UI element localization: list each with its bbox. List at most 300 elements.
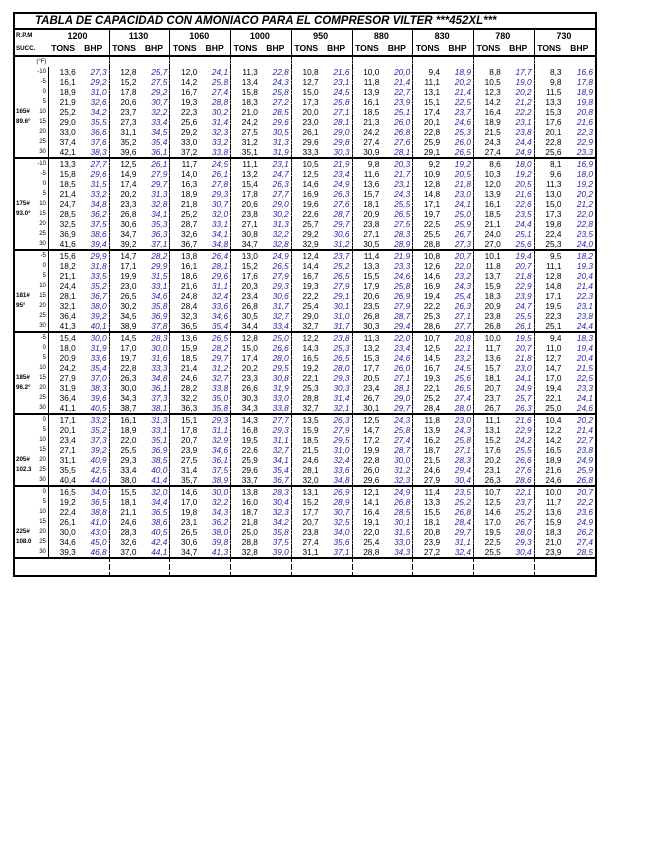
suction-temp: 10 <box>39 509 46 515</box>
bhp-value: 21,4 <box>576 425 593 435</box>
tons-value: 24,6 <box>534 475 563 486</box>
suction-temp: 15 <box>39 519 46 525</box>
bhp-value: 30,1 <box>321 301 352 311</box>
tons-value: 25,3 <box>302 383 319 393</box>
tons-value: 16,5 <box>48 486 77 497</box>
blank-cell <box>413 567 442 575</box>
tons-value: 13,7 <box>484 271 501 281</box>
tons-value: 14,6 <box>484 507 501 517</box>
tons-value: 14,3 <box>241 415 258 425</box>
bhp-value: 42,5 <box>78 465 109 475</box>
bhp-value: 30,0 <box>138 343 169 353</box>
table-row <box>15 127 595 137</box>
tons-value: 17,1 <box>423 199 441 209</box>
bhp-value: 25,8 <box>442 435 473 445</box>
blank-cell <box>15 127 35 137</box>
suction-temp: 20 <box>39 385 46 391</box>
bhp-value: 19,3 <box>576 261 593 271</box>
tons-value: 16,4 <box>484 107 501 117</box>
bhp-value: 26,8 <box>564 475 596 486</box>
table-row <box>15 547 595 558</box>
tons-value: 13,3 <box>363 261 380 271</box>
bhp-value: 27,9 <box>138 169 169 179</box>
tons-value: 29,1 <box>413 147 442 158</box>
tons-value: 23,4 <box>363 383 380 393</box>
bhp-value: 32,0 <box>199 209 230 219</box>
table-row <box>15 343 595 353</box>
tons-value: 17,8 <box>120 87 137 97</box>
tons-value: 34,6 <box>48 537 77 547</box>
bhp-value: 26,1 <box>138 158 169 169</box>
bhp-value: 25,9 <box>576 465 593 475</box>
bhp-value: 22,1 <box>503 486 534 497</box>
bhp-value: 46,8 <box>78 547 109 558</box>
bhp-value: 33,4 <box>260 321 291 332</box>
bhp-value: 27,9 <box>381 301 412 311</box>
blank-cell <box>15 158 35 169</box>
tons-value: 18,2 <box>48 261 77 271</box>
tons-value: 17,1 <box>545 291 562 301</box>
table-row <box>15 497 595 507</box>
tons-value: 18,3 <box>484 291 501 301</box>
bhp-value: 35,1 <box>138 435 169 445</box>
tons-value: 30,6 <box>181 537 198 547</box>
bhp-value: 29,7 <box>321 219 352 229</box>
tons-value: 29,6 <box>352 475 381 486</box>
tons-value: 24,6 <box>120 517 137 527</box>
rpm-header-row <box>15 30 595 42</box>
suction-temp: 15 <box>39 375 46 381</box>
tons-value: 15,8 <box>48 169 77 179</box>
tons-value: 22,8 <box>545 137 562 147</box>
tons-value: 26,1 <box>302 127 319 137</box>
tons-value: 16,1 <box>48 77 77 87</box>
table-row <box>15 281 595 291</box>
bhp-value: 25,2 <box>321 261 352 271</box>
tons-value: 10,5 <box>484 77 501 87</box>
bhp-value: 23,5 <box>442 486 473 497</box>
tons-value: 25,5 <box>473 547 502 558</box>
bhp-value: 25,2 <box>442 497 473 507</box>
blank-cell <box>138 558 169 567</box>
bhp-value: 36,9 <box>138 445 169 455</box>
bhp-value: 38,1 <box>138 403 169 414</box>
bhp-value: 40,1 <box>78 321 109 332</box>
blank-cell <box>15 219 35 229</box>
table-row <box>15 239 595 250</box>
bhp-value: 32,1 <box>321 403 352 414</box>
table-row <box>15 435 595 445</box>
tons-value: 15,0 <box>241 343 258 353</box>
bhp-value: 27,1 <box>381 373 412 383</box>
bhp-value: 32,4 <box>199 291 230 301</box>
bhp-value: 17,8 <box>576 77 593 87</box>
bhp-value: 30,8 <box>260 373 291 383</box>
bhp-value: 33,2 <box>199 137 230 147</box>
bhp-value: 25,5 <box>503 311 534 321</box>
suction-temp: 25 <box>39 139 46 145</box>
bhp-header: BHP <box>564 42 596 56</box>
bhp-value: 28,9 <box>321 497 352 507</box>
bhp-value: 31,1 <box>199 425 230 435</box>
blank-cell <box>170 567 199 575</box>
suction-temp: 25 <box>39 395 46 401</box>
tons-value: 15,3 <box>545 107 562 117</box>
tons-value: 22,8 <box>363 455 380 465</box>
bhp-value: 32,4 <box>442 547 473 558</box>
tons-value: 20,9 <box>48 353 77 363</box>
bhp-value: 22,8 <box>576 219 593 229</box>
suction-temp: -5 <box>40 171 46 177</box>
tons-value: 22,1 <box>302 373 319 383</box>
bhp-value: 26,1 <box>503 321 534 332</box>
tons-value: 20,2 <box>484 455 501 465</box>
tons-value: 10,9 <box>423 169 441 179</box>
tons-value: 25,1 <box>534 321 563 332</box>
tons-value: 14,4 <box>302 261 319 271</box>
bhp-value: 30,6 <box>260 291 291 301</box>
tons-value: 13,1 <box>302 487 319 497</box>
blank-cell <box>321 567 352 575</box>
bhp-value: 28,7 <box>381 445 412 455</box>
bhp-value: 35,4 <box>199 321 230 332</box>
tons-value: 21,3 <box>363 117 380 127</box>
bhp-value: 30,3 <box>321 383 352 393</box>
tons-value: 27,4 <box>473 147 502 158</box>
tons-value: 20,1 <box>423 117 441 127</box>
tons-value: 12,5 <box>363 415 380 425</box>
table-row <box>15 455 595 465</box>
bhp-value: 31,1 <box>442 537 473 547</box>
tons-value: 19,3 <box>423 373 441 383</box>
bhp-value: 28,5 <box>381 507 412 517</box>
bhp-value: 29,3 <box>199 414 230 425</box>
bhp-value: 34,6 <box>199 445 230 455</box>
suction-temp: 0 <box>42 181 46 187</box>
bhp-value: 24,6 <box>442 117 473 127</box>
tons-value: 33,0 <box>48 127 77 137</box>
bhp-value: 25,0 <box>260 332 291 343</box>
bhp-value: 29,5 <box>260 363 291 373</box>
bhp-value: 41,4 <box>138 475 169 486</box>
bhp-value: 25,8 <box>381 425 412 435</box>
tons-value: 17,3 <box>545 209 562 219</box>
blank-cell <box>352 558 381 567</box>
tons-value: 25,6 <box>534 147 563 158</box>
bhp-header: BHP <box>442 42 473 56</box>
blank-cell <box>534 56 563 67</box>
bhp-value: 27,2 <box>260 97 291 107</box>
bhp-value: 26,3 <box>321 189 352 199</box>
tons-value: 16,4 <box>363 507 380 517</box>
bhp-value: 31,9 <box>260 383 291 393</box>
suction-temp: 25 <box>39 539 46 545</box>
tons-value: 32,2 <box>181 393 198 403</box>
table-row <box>15 261 595 271</box>
bhp-value: 23,8 <box>321 332 352 343</box>
tons-value: 28,8 <box>413 239 442 250</box>
tons-value: 22,0 <box>120 435 137 445</box>
suction-temp: -5 <box>40 335 46 341</box>
tons-value: 26,1 <box>48 517 77 527</box>
tons-value: 23,9 <box>423 537 441 547</box>
bhp-value: 26,7 <box>442 229 473 239</box>
tons-value: 24,0 <box>484 229 501 239</box>
bhp-value: 20,7 <box>576 487 593 497</box>
tons-value: 12,6 <box>423 261 441 271</box>
table-row <box>15 507 595 517</box>
speed-header: 1000 <box>231 30 292 42</box>
tons-value: 13,6 <box>484 353 501 363</box>
tons-value: 9,8 <box>549 77 562 87</box>
bhp-value: 23,1 <box>260 158 291 169</box>
bhp-value: 45,0 <box>78 537 109 547</box>
tons-value: 21,8 <box>241 517 258 527</box>
bhp-value: 31,2 <box>381 465 412 475</box>
tons-value: 11,3 <box>242 67 258 77</box>
blank-cell <box>564 558 596 567</box>
tons-value: 23,0 <box>302 117 319 127</box>
bhp-value: 19,0 <box>503 77 534 87</box>
bhp-value: 26,3 <box>442 301 473 311</box>
tons-value: 20,5 <box>363 373 380 383</box>
bhp-value: 29,3 <box>503 537 534 547</box>
tons-value: 25,2 <box>423 393 441 403</box>
bhp-value: 31,4 <box>321 393 352 403</box>
tons-value: 19,3 <box>181 97 198 107</box>
bhp-value: 35,4 <box>260 465 291 475</box>
tons-value: 12,3 <box>484 87 501 97</box>
bhp-value: 33,5 <box>78 271 109 281</box>
tons-value: 41,6 <box>48 239 77 250</box>
bhp-value: 23,8 <box>576 311 593 321</box>
blank-cell <box>109 56 138 67</box>
tons-value: 19,3 <box>302 281 319 291</box>
blank-cell <box>35 567 48 575</box>
bhp-value: 28,5 <box>564 547 596 558</box>
tons-value: 23,4 <box>241 291 258 301</box>
blank-cell <box>381 56 412 67</box>
bhp-value: 31,0 <box>321 445 352 455</box>
blank-cell <box>15 435 35 445</box>
bhp-value: 23,3 <box>381 261 412 271</box>
tons-value: 14,7 <box>363 425 380 435</box>
tons-value: 20,8 <box>423 527 441 537</box>
suction-temp: 5 <box>42 355 46 361</box>
table-row <box>15 475 595 486</box>
bhp-value: 20,3 <box>381 158 412 169</box>
tons-value: 22,1 <box>423 383 441 393</box>
bhp-value: 22,0 <box>442 261 473 271</box>
bhp-value: 29,8 <box>321 137 352 147</box>
tons-value: 17,4 <box>423 107 441 117</box>
bhp-value: 34,1 <box>138 209 169 219</box>
bhp-value: 37,1 <box>321 547 352 558</box>
tons-value: 23,1 <box>484 465 501 475</box>
tons-value: 19,1 <box>363 517 380 527</box>
table-row <box>15 321 595 332</box>
tons-value: 21,5 <box>484 127 501 137</box>
bhp-value: 25,6 <box>503 239 534 250</box>
bhp-value: 26,4 <box>199 250 230 261</box>
bhp-value: 21,2 <box>503 97 534 107</box>
tons-value: 29,3 <box>120 455 137 465</box>
tons-value: 10,4 <box>545 415 562 425</box>
bhp-value: 22,1 <box>442 343 473 353</box>
blank-cell <box>291 558 320 567</box>
bhp-value: 35,2 <box>78 281 109 291</box>
tons-value: 17,6 <box>545 117 562 127</box>
bhp-value: 36,7 <box>78 291 109 301</box>
tons-value: 20,9 <box>484 301 501 311</box>
tons-value: 8,6 <box>489 159 501 169</box>
bhp-value: 27,7 <box>78 158 109 169</box>
bhp-value: 21,6 <box>503 189 534 199</box>
bhp-value: 33,1 <box>138 425 169 435</box>
blank-cell <box>15 414 35 425</box>
tons-value: 32,6 <box>181 229 198 239</box>
bhp-value: 29,7 <box>381 403 412 414</box>
blank-cell <box>15 169 35 179</box>
blank-cell <box>381 567 412 575</box>
bhp-value: 28,1 <box>381 147 412 158</box>
bhp-value: 33,2 <box>78 414 109 425</box>
tons-value: 20,1 <box>545 127 562 137</box>
blank-cell <box>15 189 35 199</box>
tons-value: 10,0 <box>484 333 501 343</box>
blank-cell <box>564 56 596 67</box>
tons-value: 23,8 <box>241 209 258 219</box>
tons-value: 18,5 <box>181 353 198 363</box>
tons-value: 13,0 <box>545 189 562 199</box>
blank-cell <box>199 558 230 567</box>
tons-header: TONS <box>534 42 563 56</box>
tons-value: 14,2 <box>484 97 501 107</box>
bhp-value: 29,3 <box>260 425 291 435</box>
bhp-value: 35,8 <box>138 301 169 311</box>
blank-cell <box>199 567 230 575</box>
tons-value: 15,4 <box>241 179 258 189</box>
tons-value: 17,0 <box>181 497 198 507</box>
tons-value: 24,6 <box>181 373 198 383</box>
bhp-value: 19,4 <box>576 343 593 353</box>
bhp-value: 27,7 <box>260 414 291 425</box>
tons-value: 13,3 <box>545 97 562 107</box>
blank-cell <box>15 567 35 575</box>
bhp-value: 34,8 <box>138 373 169 383</box>
succ-label: SUCC. <box>15 42 48 56</box>
speed-header: 880 <box>352 30 413 42</box>
tons-value: 23,8 <box>302 527 319 537</box>
bhp-value: 20,2 <box>503 87 534 97</box>
blank-cell <box>534 567 563 575</box>
tons-value: 25,5 <box>423 229 441 239</box>
bhp-value: 25,7 <box>138 67 169 77</box>
bhp-value: 36,5 <box>78 497 109 507</box>
bhp-value: 36,6 <box>78 127 109 137</box>
bhp-value: 22,8 <box>260 67 291 77</box>
bhp-value: 31,4 <box>199 117 230 127</box>
table-row <box>15 209 595 219</box>
bhp-value: 18,9 <box>576 87 593 97</box>
bhp-value: 37,5 <box>199 465 230 475</box>
bhp-value: 37,5 <box>78 219 109 229</box>
blank-cell <box>503 558 534 567</box>
table-row <box>15 527 595 537</box>
bhp-value: 21,7 <box>381 169 412 179</box>
tons-value: 41,3 <box>48 321 77 332</box>
blank-cell <box>352 56 381 67</box>
tons-value: 12,1 <box>363 487 380 497</box>
blank-row <box>15 567 595 575</box>
bhp-value: 37,8 <box>138 321 169 332</box>
tons-value: 19,5 <box>241 435 258 445</box>
tons-value: 17,1 <box>48 414 77 425</box>
tons-value: 26,7 <box>473 403 502 414</box>
table-row <box>15 219 595 229</box>
tons-header: TONS <box>291 42 320 56</box>
bhp-value: 34,2 <box>260 517 291 527</box>
tons-value: 10,5 <box>302 159 319 169</box>
bhp-value: 34,8 <box>199 239 230 250</box>
tons-value: 21,0 <box>545 537 562 547</box>
tons-value: 28,6 <box>413 321 442 332</box>
tons-value: 13,9 <box>484 189 501 199</box>
tons-value: 21,6 <box>545 465 562 475</box>
bhp-value: 20,7 <box>503 343 534 353</box>
bhp-value: 19,4 <box>503 250 534 261</box>
blank-cell <box>15 403 35 414</box>
tons-value: 11,6 <box>363 169 380 179</box>
speed-header: 1130 <box>109 30 170 42</box>
tons-value: 23,8 <box>484 311 501 321</box>
tons-value: 11,3 <box>363 333 380 343</box>
table-row <box>15 445 595 455</box>
bhp-value: 28,5 <box>260 107 291 117</box>
tons-value: 16,5 <box>545 445 562 455</box>
bhp-value: 34,2 <box>78 107 109 117</box>
bhp-value: 25,1 <box>381 107 412 117</box>
bhp-header: BHP <box>138 42 169 56</box>
blank-cell <box>503 56 534 67</box>
blank-cell <box>260 558 291 567</box>
bhp-value: 20,2 <box>576 415 593 425</box>
bhp-value: 20,7 <box>442 250 473 261</box>
blank-cell <box>78 56 109 67</box>
blank-cell <box>170 558 199 567</box>
tons-value: 16,2 <box>423 435 441 445</box>
tons-value: 19,6 <box>302 199 319 209</box>
tons-value: 15,2 <box>484 435 501 445</box>
bhp-value: 21,2 <box>576 199 593 209</box>
bhp-value: 37,3 <box>78 435 109 445</box>
tons-value: 18,7 <box>241 507 258 517</box>
bhp-value: 31,3 <box>138 414 169 425</box>
blank-cell <box>15 261 35 271</box>
tons-value: 11,1 <box>242 159 258 169</box>
tons-value: 27,4 <box>302 537 319 547</box>
tons-value: 25,0 <box>241 527 258 537</box>
bhp-value: 39,2 <box>78 445 109 455</box>
suction-temp: -10 <box>37 69 46 75</box>
blank-cell <box>15 321 35 332</box>
bhp-value: 24,3 <box>442 281 473 291</box>
bhp-value: 20,2 <box>576 189 593 199</box>
bhp-value: 31,5 <box>78 179 109 189</box>
tons-value: 10,7 <box>423 333 441 343</box>
bhp-value: 33,3 <box>138 363 169 373</box>
tons-value: 33,0 <box>181 137 198 147</box>
